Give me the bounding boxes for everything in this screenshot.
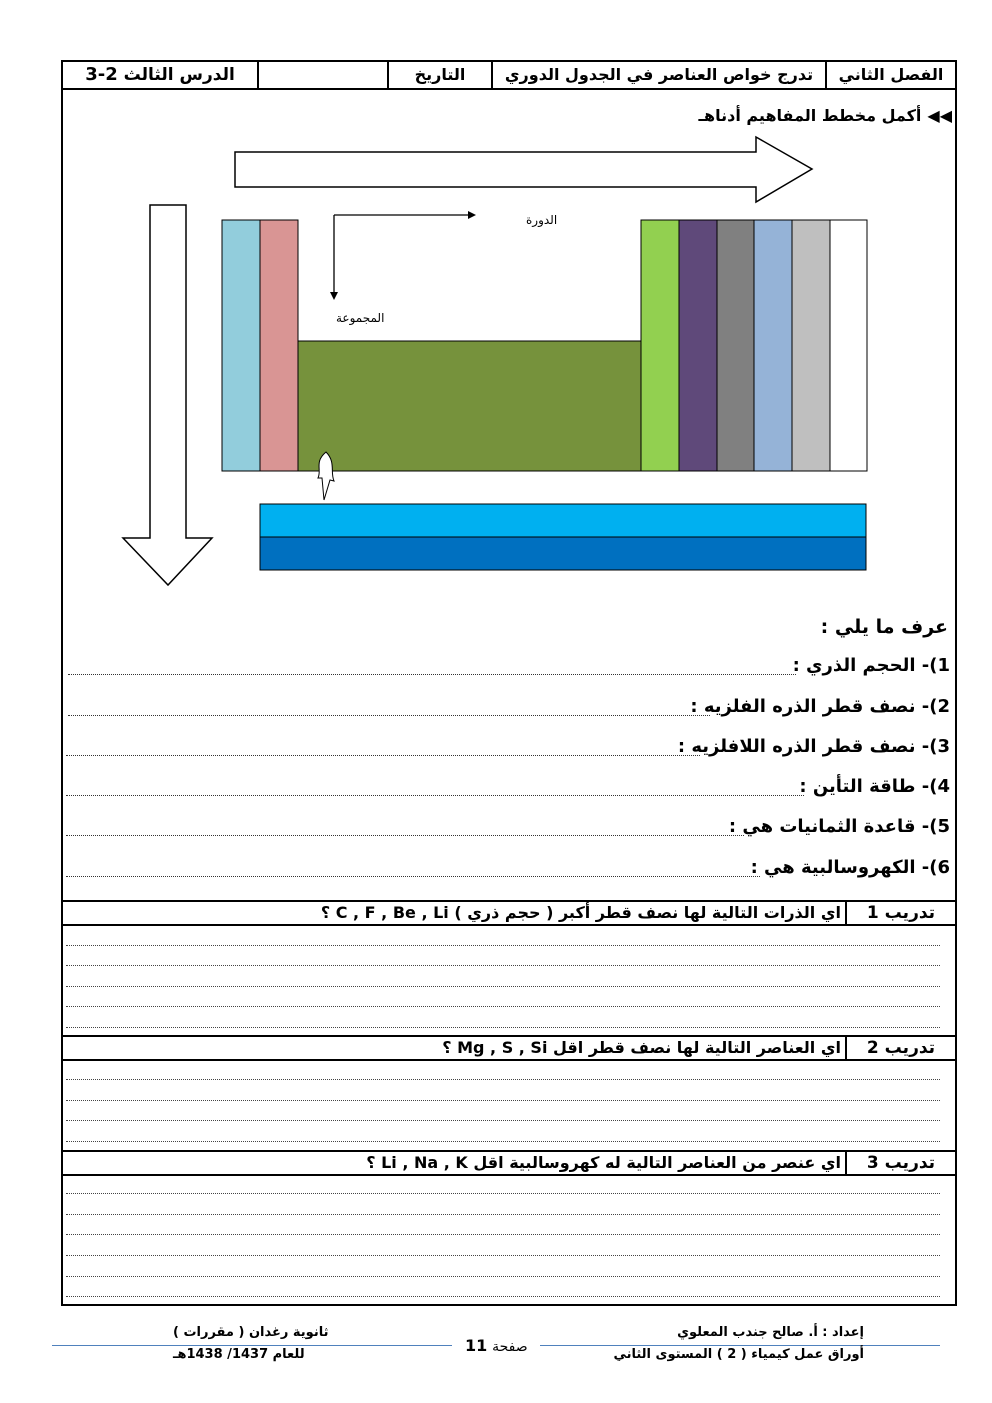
exercise-3-answer-line[interactable] bbox=[66, 1276, 940, 1277]
group-1-block bbox=[222, 220, 260, 471]
double-arrow-icon: ◀◀ bbox=[927, 106, 952, 125]
exercise-2-label: تدريب 2 bbox=[845, 1037, 955, 1059]
footer-course: أوراق عمل كيمياء ( 2 ) المستوى الثاني bbox=[613, 1347, 864, 1362]
exercise-1-question: اي الذرات التالية لها نصف قطر أكبر ( حجم ذري ) C , F , Be , Li ؟ bbox=[320, 903, 841, 922]
exercise-3-answer-line[interactable] bbox=[66, 1193, 940, 1194]
lanthanides-block bbox=[260, 504, 866, 537]
group-14-block bbox=[679, 220, 717, 471]
periodic-table-diagram bbox=[0, 0, 992, 600]
footer-divider-right bbox=[540, 1345, 940, 1346]
exercise-3-answer-line[interactable] bbox=[66, 1214, 940, 1215]
definition-item-4: 4)- طاقة التأين : bbox=[799, 776, 950, 797]
topic-title: تدرج خواص العناصر في الجدول الدوري bbox=[504, 65, 814, 84]
answer-line-2[interactable] bbox=[68, 715, 710, 716]
period-label: الدورة bbox=[526, 213, 558, 227]
exercise-3-question: اي عنصر من العناصر التالية له كهروسالبية اقل Li , Na , K ؟ bbox=[366, 1153, 841, 1172]
definition-item-3: 3)- نصف قطر الذره اللافلزيه : bbox=[677, 736, 950, 757]
footer-page bbox=[465, 1336, 528, 1355]
chapter-label: الفصل الثاني bbox=[838, 65, 944, 84]
exercise-1-row bbox=[63, 900, 955, 926]
exercise-3-answer-line[interactable] bbox=[66, 1296, 940, 1297]
exercise-1-answer-line[interactable] bbox=[66, 945, 940, 946]
definitions-heading: عرف ما يلي : bbox=[820, 616, 948, 638]
transition-metals-block bbox=[298, 341, 641, 471]
period-trend-arrow bbox=[235, 137, 812, 202]
group-label: المجموعة bbox=[336, 311, 385, 325]
exercise-1-answer-line[interactable] bbox=[66, 986, 940, 987]
group-18-block bbox=[830, 220, 867, 471]
lesson-prefix: الدرس الثالث bbox=[117, 65, 235, 85]
exercise-2-question: اي العناصر التالية لها نصف قطر اقل Mg , S , Si ؟ bbox=[442, 1038, 841, 1057]
answer-line-6[interactable] bbox=[66, 876, 760, 877]
definition-item-5: 5)- قاعدة الثمانيات هي : bbox=[728, 816, 950, 837]
footer-author: إعداد : أ. صالح جندب المعلوي bbox=[677, 1325, 864, 1340]
lesson-number: 2-3 bbox=[85, 64, 118, 85]
group-15-block bbox=[717, 220, 754, 471]
exercise-1-answer-line[interactable] bbox=[66, 1006, 940, 1007]
group-13-block bbox=[641, 220, 679, 471]
exercise-3-answer-line[interactable] bbox=[66, 1255, 940, 1256]
period-axis-arrowhead bbox=[468, 211, 476, 219]
exercise-3-row bbox=[63, 1150, 955, 1176]
footer-page-label: صفحة bbox=[492, 1339, 528, 1355]
exercise-3-answer-line[interactable] bbox=[66, 1234, 940, 1235]
group-2-block bbox=[260, 220, 298, 471]
exercise-1-answer-line[interactable] bbox=[66, 965, 940, 966]
exercise-3-label: تدريب 3 bbox=[845, 1152, 955, 1174]
definition-item-1: 1)- الحجم الذري : bbox=[792, 655, 950, 676]
group-16-block bbox=[754, 220, 792, 471]
footer-school: ثانوية رغدان ( مقررات ) bbox=[173, 1325, 329, 1340]
footer-divider-left bbox=[52, 1345, 452, 1346]
footer-year: للعام 1437/ 1438هـ bbox=[173, 1347, 305, 1362]
answer-line-4[interactable] bbox=[66, 795, 804, 796]
date-label: التاريخ bbox=[414, 65, 466, 84]
group-axis-arrowhead bbox=[330, 292, 338, 300]
exercise-1-answer-line[interactable] bbox=[66, 1027, 940, 1028]
definition-item-2: 2)- نصف قطر الذره الفلزيه : bbox=[690, 696, 950, 717]
answer-line-1[interactable] bbox=[68, 674, 796, 675]
exercise-2-answer-line[interactable] bbox=[66, 1120, 940, 1121]
definition-item-6: 6)- الكهروسالبية هي : bbox=[750, 857, 950, 878]
group-17-block bbox=[792, 220, 830, 471]
footer-page-number: 11 bbox=[465, 1336, 488, 1355]
exercise-2-answer-line[interactable] bbox=[66, 1100, 940, 1101]
instruction-text: أكمل مخطط المفاهيم أدناهـ bbox=[698, 106, 922, 125]
actinides-block bbox=[260, 537, 866, 570]
group-trend-arrow bbox=[123, 205, 212, 585]
answer-line-5[interactable] bbox=[66, 835, 744, 836]
exercise-2-answer-line[interactable] bbox=[66, 1079, 940, 1080]
exercise-1-label: تدريب 1 bbox=[845, 902, 955, 924]
exercise-2-answer-line[interactable] bbox=[66, 1141, 940, 1142]
answer-line-3[interactable] bbox=[66, 755, 700, 756]
exercise-2-row bbox=[63, 1035, 955, 1061]
